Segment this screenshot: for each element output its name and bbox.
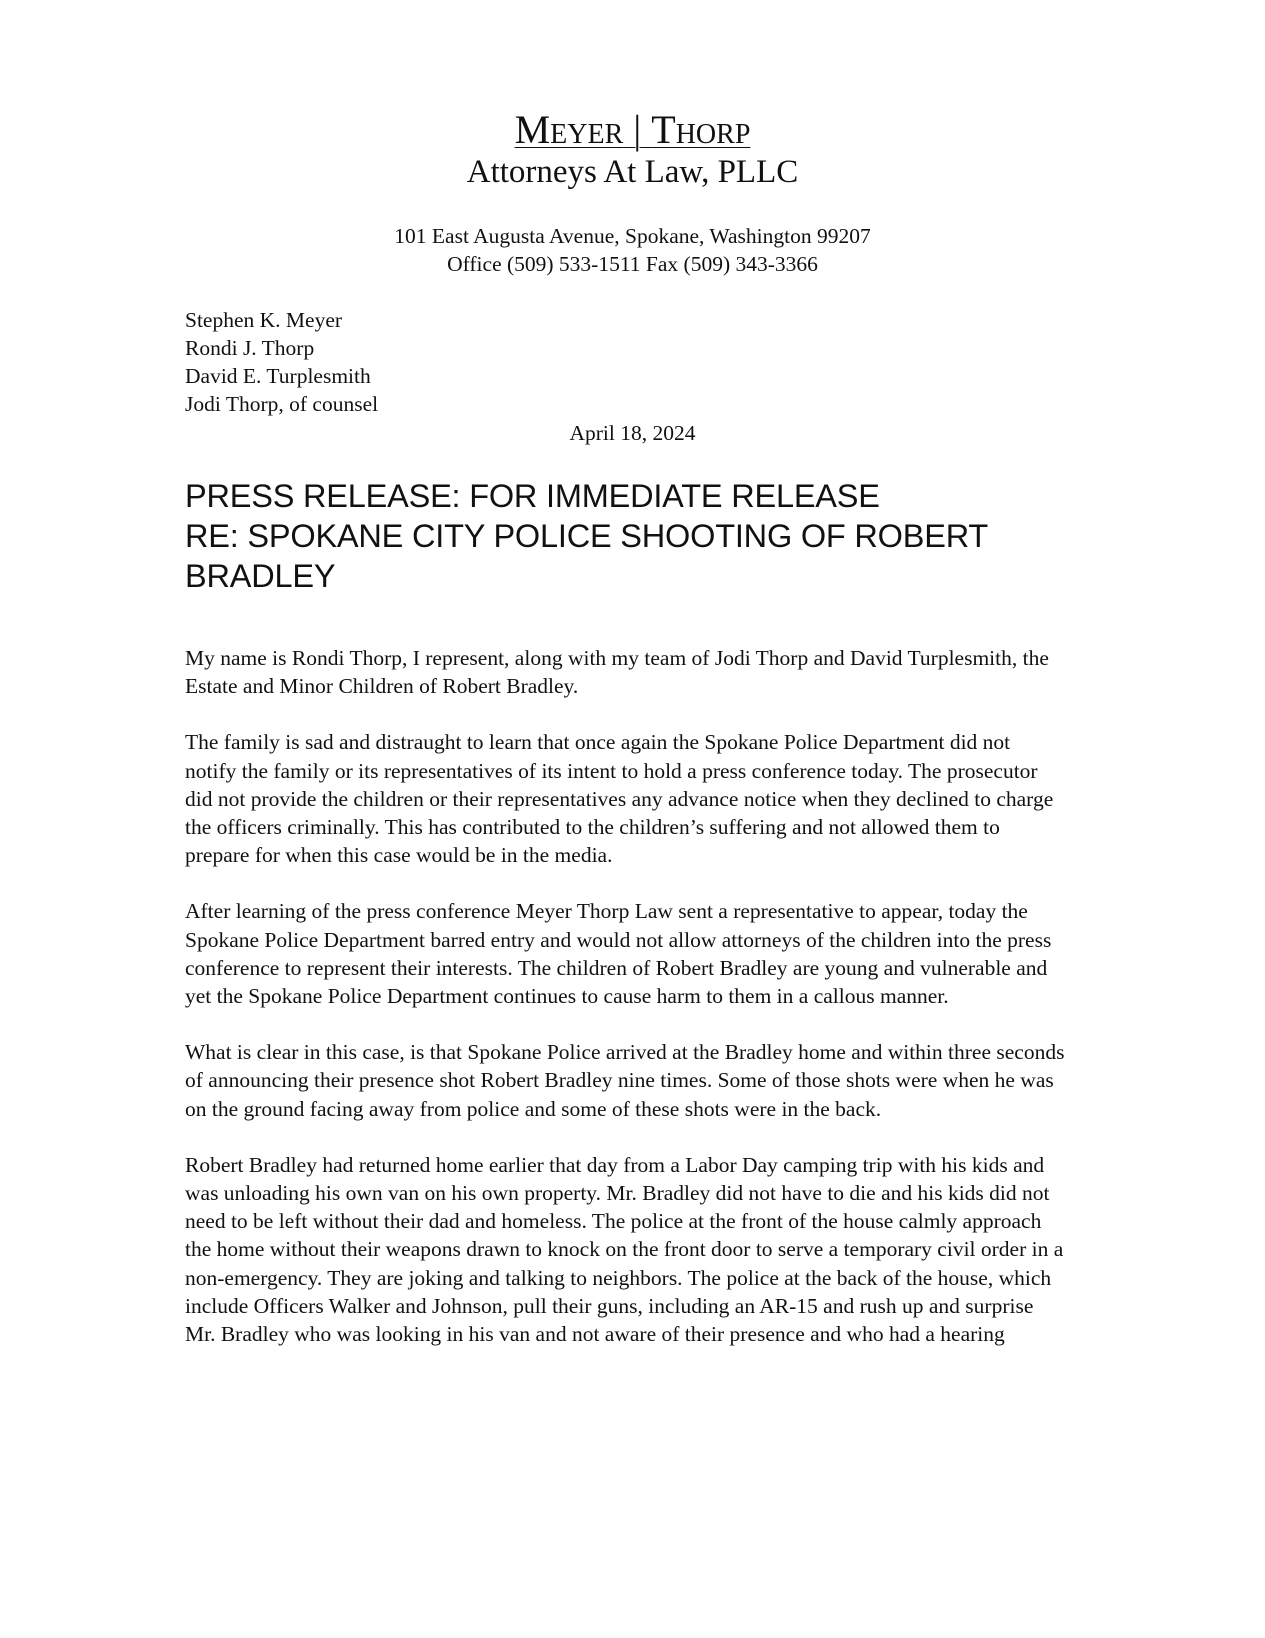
attorney-list: [185, 306, 378, 418]
firm-name: [0, 106, 1265, 154]
attorney-name: Stephen K. Meyer: [185, 308, 343, 332]
body-paragraph: Robert Bradley had returned home earlier that day from a Labor Day camping trip with his kids and was unloading his own van on his own property. Mr. Bradley did not have to die and his kids did not need to be left without their dad and homeless. The police at the front of the house calmly approach the home without their weapons drawn to knock on the front door to serve a temporary civil order in a non-emergency. They are joking and talking to neighbors. The police at the back of the house, which include Officers Walker and Johnson, pull their guns, including an AR-15 and rush up and surprise Mr. Bradley who was looking in his van and not aware of their presence and who had a hearing: [185, 1152, 1064, 1347]
firm-name-divider: |: [633, 107, 642, 152]
attorney-name: Jodi Thorp, of counsel: [185, 392, 379, 416]
body-paragraph: My name is Rondi Thorp, I represent, along with my team of Jodi Thorp and David Turplesmith, the Estate and Minor Children of Robert Bradley.: [185, 646, 1049, 699]
headline-line-2: RE: SPOKANE CITY POLICE SHOOTING OF ROBERT BRADLEY: [185, 518, 988, 594]
press-release-body: [185, 644, 1065, 1376]
body-paragraph: What is clear in this case, is that Spokane Police arrived at the Bradley home and within three seconds of announcing their presence shot Robert Bradley nine times. Some of those shots were when he was on the ground facing away from police and some of these shots were in the back.: [185, 1040, 1065, 1121]
firm-name-part2: Thorp: [651, 107, 751, 152]
firm-contact-block: [0, 222, 1265, 278]
attorney-name: Rondi J. Thorp: [185, 336, 315, 360]
firm-phone-fax: Office (509) 533-1511 Fax (509) 343-3366: [447, 252, 818, 276]
firm-address: 101 East Augusta Avenue, Spokane, Washington 99207: [394, 224, 871, 248]
press-release-headline: [185, 476, 1085, 596]
attorney-name: David E. Turplesmith: [185, 364, 371, 388]
firm-subtitle: Attorneys At Law, PLLC: [466, 154, 799, 190]
letter-date: April 18, 2024: [569, 421, 696, 445]
body-paragraph: After learning of the press conference Meyer Thorp Law sent a representative to appear, today the Spokane Police Department barred entry and would not allow attorneys of the children into the press conference to represent their interests. The children of Robert Bradley are young and vulnerable and yet the Spokane Police Department continues to cause harm to them in a callous manner.: [185, 899, 1052, 1009]
firm-name-part1: Meyer: [514, 107, 624, 152]
headline-line-1: PRESS RELEASE: FOR IMMEDIATE RELEASE: [185, 478, 880, 514]
body-paragraph: The family is sad and distraught to learn that once again the Spokane Police Department did not notify the family or its representatives of its intent to hold a press conference today. The prosecutor did not provide the children or their representatives any advance notice when they declined to charge the officers criminally. This has contributed to the children’s suffering and not allowed them to prepare for when this case would be in the media.: [185, 730, 1054, 868]
